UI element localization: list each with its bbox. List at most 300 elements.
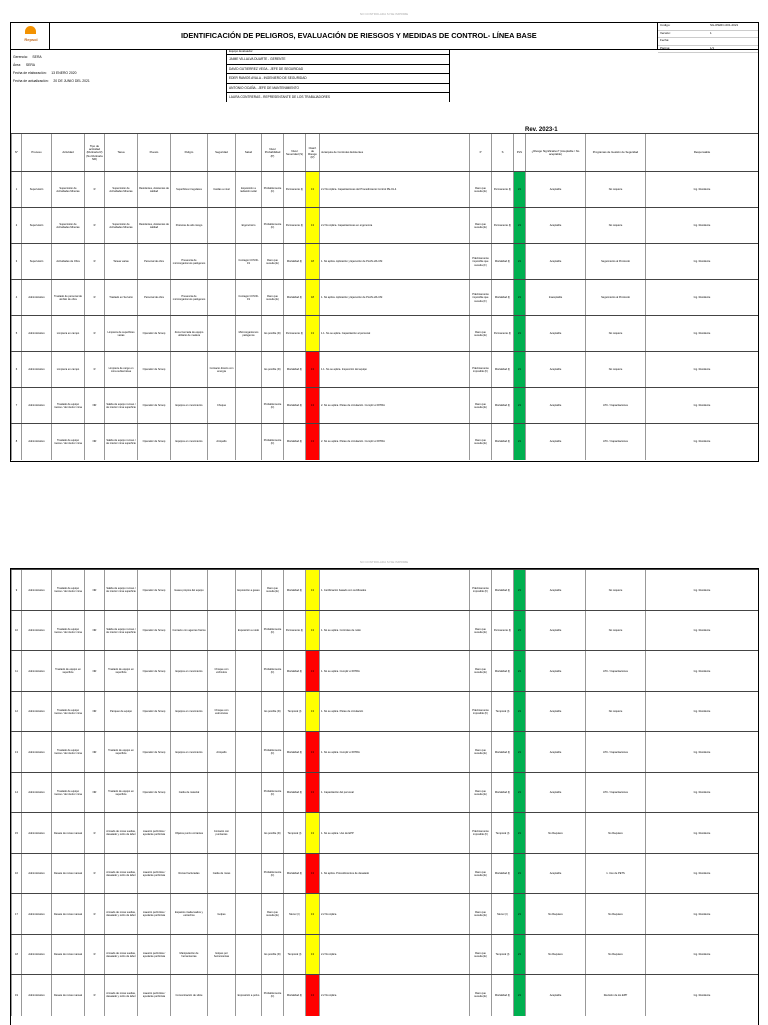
cell-rp: Prácticamente imposible que suceda (F) (469, 280, 491, 316)
cell-resp: Ing. Residente (645, 172, 758, 208)
cell-n: 14 (11, 773, 21, 814)
cell-tipo: NR (84, 732, 104, 773)
cell-prog: No requiere (585, 208, 645, 244)
cell-rs: Mortalidad (I) (491, 732, 513, 773)
cell-peligro: Equipos en movimiento (170, 732, 207, 773)
cell-tipo: R (84, 894, 104, 935)
cell-prog: No requiere (585, 570, 645, 611)
cell-s: Mortalidad (I) (283, 854, 305, 895)
cell-rp: Prácticamente imposible (F) (469, 352, 491, 388)
cell-resp: Ing. Residente (645, 894, 758, 935)
cell-riesgo-seg (207, 244, 235, 280)
table-header-row (11, 133, 758, 172)
document-page-2 (10, 568, 759, 1025)
cell-sig: Aceptable (525, 611, 585, 652)
cell-riesgo-sal (235, 854, 261, 895)
cell-rp: Raro que suceda (E) (469, 773, 491, 814)
cell-r: 13 (305, 388, 319, 424)
cell-sig: Aceptable (525, 208, 585, 244)
cell-tarea: Supervisión de Actividades Mineras (104, 208, 137, 244)
team-member: LAURA CONTRERAS - REPRESENTANTE DE LOS TRABAJADORES (227, 92, 449, 102)
cell-r: 13 (305, 208, 319, 244)
cell-rr: 21 (513, 935, 525, 976)
cell-resp: Ing. Residente (645, 316, 758, 352)
cell-rp: Raro que suceda (E) (469, 208, 491, 244)
cell-s: Temporal (I) (283, 813, 305, 854)
cell-puesto: maestro perforista / ayudante perforista (137, 813, 170, 854)
cell-proceso: Administrativo (21, 975, 51, 1016)
cell-puesto: Personal de obra (137, 280, 170, 316)
cell-rs: Temporal (I) (491, 692, 513, 733)
cell-riesgo-seg (207, 570, 235, 611)
cell-resp: Ing. Residente (645, 651, 758, 692)
cell-rr: 21 (513, 894, 525, 935)
cell-prog: No Requiere (585, 935, 645, 976)
cell-proceso: Supervisión (21, 244, 51, 280)
cell-tarea: Salida de equipo rocoso / de interior mina superficie (104, 424, 137, 460)
cell-p: Raro que suceda (E) (261, 244, 283, 280)
cell-s: Mortalidad (I) (283, 975, 305, 1016)
cell-rr: 21 (513, 611, 525, 652)
cell-p: Es posible (D) (261, 692, 283, 733)
cell-rs: Menor (I) (491, 894, 513, 935)
header-s: Nivel Severidad (S) (283, 134, 305, 172)
header-riesgo-sal: Salud (235, 134, 261, 172)
header-p: Nivel Probabilidad (P) (261, 134, 283, 172)
cell-r: 13 (305, 352, 319, 388)
cell-p: Raro que suceda (E) (261, 894, 283, 935)
cell-puesto: Operador de Scoop (137, 611, 170, 652)
cell-tipo: NR (84, 424, 104, 460)
table-row (11, 351, 758, 388)
cell-control: 1. No se aplica. Cumplir el RITRA (319, 732, 469, 773)
cell-tarea: Limpieza de cargo en mina subterránea (104, 352, 137, 388)
document-code-block: Código: SG-IPERC-001-2021 Versión: 1 Fecha: Página: 1/1 (657, 23, 758, 49)
cell-riesgo-sal (235, 813, 261, 854)
cell-rs: Mortalidad (I) (491, 570, 513, 611)
cell-proceso: Administrativo (21, 424, 51, 460)
cell-rp: Raro que suceda (E) (469, 975, 491, 1016)
cell-rp: Raro que suceda (E) (469, 316, 491, 352)
cell-s: Menor (I) (283, 894, 305, 935)
header-rp: P (469, 134, 491, 172)
cell-s: Temporal (I) (283, 692, 305, 733)
cell-control: 1.1. No se aplica. Inspección del equipo (319, 352, 469, 388)
cell-proceso: Administrativo (21, 388, 51, 424)
table-row (11, 610, 758, 652)
cell-riesgo-seg (207, 975, 235, 1016)
cell-rs: Permanente (I) (491, 208, 513, 244)
cell-rr: 21 (513, 975, 525, 1016)
cell-tipo: R (84, 935, 104, 976)
document-title: IDENTIFICACIÓN DE PELIGROS, EVALUACIÓN DE RIESGOS Y MEDIDAS DE CONTROL- LÍNEA BASE (181, 31, 537, 40)
cell-resp: Ing. Residente (645, 975, 758, 1016)
cell-tipo: R (84, 813, 104, 854)
cell-resp: Ing. Residente (645, 244, 758, 280)
cell-control: 1. No aplica. Aplicación y Ejecución de PLAN-HS-CM (319, 280, 469, 316)
cell-r: 13 (305, 692, 319, 733)
cell-prog: ATC / Capacitaciones (585, 424, 645, 460)
header-r: Clasif. de Riesgo (R) (305, 134, 319, 172)
cell-resp: Ing. Residente (645, 854, 758, 895)
cell-n: 10 (11, 611, 21, 652)
cell-s: Mortalidad (I) (283, 352, 305, 388)
cell-tipo: R (84, 316, 104, 352)
cell-prog: ATC / Capacitaciones (585, 773, 645, 814)
cell-n: 9 (11, 570, 21, 611)
cell-sig: No Requiere (525, 813, 585, 854)
cell-peligro: Equipos en movimiento (170, 651, 207, 692)
document-header (11, 23, 758, 50)
cell-proceso: Administrativo (21, 316, 51, 352)
cell-tarea: Traslado de equipo en superficie (104, 773, 137, 814)
cell-peligro: Concentración de sílice (170, 975, 207, 1016)
cell-sig: Aceptable (525, 244, 585, 280)
cell-riesgo-sal: Exposición a radiación solar (235, 172, 261, 208)
cell-p: Probablemente (C) (261, 611, 283, 652)
cell-riesgo-seg: Golpes (207, 894, 235, 935)
cell-puesto: Operador de Scoop (137, 352, 170, 388)
cell-n: 13 (11, 732, 21, 773)
cell-peligro: Presencia de microorganismos patógenos (170, 280, 207, 316)
cell-sig: Inaceptable (525, 280, 585, 316)
cell-rr: 21 (513, 813, 525, 854)
cell-s: Mortalidad (I) (283, 388, 305, 424)
cell-riesgo-sal (235, 773, 261, 814)
cell-puesto: Operador de Scoop (137, 692, 170, 733)
cell-riesgo-seg (207, 208, 235, 244)
cell-rp: Raro que suceda (E) (469, 611, 491, 652)
cell-rp: Raro que suceda (E) (469, 651, 491, 692)
cell-sig: Aceptable (525, 172, 585, 208)
cell-riesgo-seg: Contacto con punzantes (207, 813, 235, 854)
cell-tipo: R (84, 208, 104, 244)
cell-puesto: maestro perforista / ayudante perforista (137, 975, 170, 1016)
cell-rp: Raro que suceda (E) (469, 388, 491, 424)
cell-sig: Aceptable (525, 352, 585, 388)
table-row (11, 207, 758, 244)
cell-p: Es posible (D) (261, 813, 283, 854)
cell-prog: ATC / Capacitaciones (585, 651, 645, 692)
cell-resp: Ing. Residente (645, 935, 758, 976)
cell-rs: Mortalidad (I) (491, 854, 513, 895)
cell-tipo: NR (84, 570, 104, 611)
cell-rp: Prácticamente imposible (F) (469, 813, 491, 854)
cell-sig: Aceptable (525, 773, 585, 814)
table-row (11, 772, 758, 814)
cell-riesgo-seg: Contacto directo con energía (207, 352, 235, 388)
cell-tarea: Parqueo de equipo (104, 692, 137, 733)
cell-puesto: Residentes, Asistentes de calidad (137, 208, 170, 244)
cell-r: 13 (305, 813, 319, 854)
table-row (11, 569, 758, 611)
cell-p: Es posible (D) (261, 352, 283, 388)
cell-n: 16 (11, 854, 21, 895)
cell-puesto: Operador de Scoop (137, 388, 170, 424)
cell-r: 13 (305, 611, 319, 652)
cell-proceso: Administrativo (21, 651, 51, 692)
cell-proceso: Administrativo (21, 280, 51, 316)
cell-r: 13 (305, 172, 319, 208)
cell-rp: Prácticamente imposible que suceda (F) (469, 244, 491, 280)
cell-rs: Permanente (I) (491, 316, 513, 352)
cell-n: 6 (11, 352, 21, 388)
header-sig: ¿Riesgo Significativo? (Aceptable / No aceptable) (525, 134, 585, 172)
header-rs: S (491, 134, 513, 172)
cell-actividad: Desate de rocas manual (51, 813, 84, 854)
cell-control: 2.2 No Aplica (319, 975, 469, 1016)
cell-resp: Ing. Residente (645, 570, 758, 611)
cell-prog: Seguimiento al Protocolo (585, 244, 645, 280)
cell-rr: 21 (513, 732, 525, 773)
cell-riesgo-seg (207, 316, 235, 352)
cell-actividad: Traslado de equipo rocoso / de interior mina (51, 692, 84, 733)
cell-actividad: Supervisión de Actividades Mineras (51, 172, 84, 208)
cell-actividad: Traslado de equipo rocoso / de interior mina (51, 732, 84, 773)
cell-rs: Mortalidad (I) (491, 975, 513, 1016)
cell-n: 11 (11, 651, 21, 692)
logo-sun-icon (25, 26, 36, 34)
cell-control: 1. Certificación basado con certificados (319, 570, 469, 611)
cell-r: 18 (305, 280, 319, 316)
cell-tarea: Salida de equipo rocoso / de interior mina superficie (104, 388, 137, 424)
cell-actividad: Desate de rocas manual (51, 854, 84, 895)
cell-resp: Ing. Residente (645, 611, 758, 652)
cell-tipo: NR (84, 388, 104, 424)
header-prog: Programas de Gestión de Seguridad (585, 134, 645, 172)
evaluation-team (226, 49, 450, 102)
cell-rr: 21 (513, 280, 525, 316)
cell-rr: 21 (513, 172, 525, 208)
header-actividad: Actividad (51, 134, 84, 172)
cell-rr: 21 (513, 388, 525, 424)
logo-text: Repsol (24, 37, 38, 42)
cell-proceso: Administrativo (21, 352, 51, 388)
cell-rp: Raro que suceda (E) (469, 894, 491, 935)
cell-peligro: Contacto con agentes físicos (170, 611, 207, 652)
header-puesto: Puesto (137, 134, 170, 172)
cell-proceso: Administrativo (21, 570, 51, 611)
cell-proceso: Administrativo (21, 854, 51, 895)
header-proceso: Proceso (21, 134, 51, 172)
cell-s: Mortalidad (I) (283, 773, 305, 814)
cell-prog: No Requiere (585, 894, 645, 935)
cell-rs: Permanente (I) (491, 611, 513, 652)
cell-rs: Mortalidad (I) (491, 280, 513, 316)
cell-sig: Aceptable (525, 570, 585, 611)
table-row (11, 812, 758, 854)
table-row (11, 893, 758, 935)
cell-riesgo-seg: Choque con estructuras (207, 692, 235, 733)
cell-r: 13 (305, 424, 319, 460)
cell-prog: No Requiere (585, 813, 645, 854)
cell-r: 13 (305, 316, 319, 352)
cell-s: Permanente (I) (283, 611, 305, 652)
cell-control: 2. No se aplica. Pistas de circulación. Cumplir el RITRA (319, 388, 469, 424)
team-member: DAVID GUTIERREZ VEGA - JEFE DE SEGURIDAD (227, 64, 449, 74)
team-member: JAIME VILLALVA DUARTE - GERENTE (227, 54, 449, 64)
cell-actividad: Actividades de Obra (51, 244, 84, 280)
cell-n: 17 (11, 894, 21, 935)
cell-peligro: Equipos en movimiento (170, 388, 207, 424)
cell-riesgo-sal: Contagio COVID-19 (235, 280, 261, 316)
cell-riesgo-sal (235, 732, 261, 773)
cell-rr: 21 (513, 316, 525, 352)
cell-tipo: R (84, 172, 104, 208)
cell-tarea: Tareas varias (104, 244, 137, 280)
cell-rs: Mortalidad (I) (491, 388, 513, 424)
cell-puesto: Residentes, Asistentes de calidad (137, 172, 170, 208)
cell-p: Probablemente (C) (261, 773, 283, 814)
cell-rr: 21 (513, 773, 525, 814)
cell-peligro: Gases propios del equipo (170, 570, 207, 611)
cell-rs: Temporal (I) (491, 813, 513, 854)
cell-proceso: Administrativo (21, 611, 51, 652)
cell-rr: 21 (513, 352, 525, 388)
cell-tarea: Supervisión de Actividades Mineras (104, 172, 137, 208)
cell-rs: Mortalidad (I) (491, 352, 513, 388)
cell-tarea: Traslado en Servicio (104, 280, 137, 316)
cell-tarea: Limpieza de superficies varias (104, 316, 137, 352)
cell-s: Mortalidad (I) (283, 732, 305, 773)
cell-control: 2.2 No Aplica (319, 935, 469, 976)
page-mini-header-2: NO CONTROLADA SI SE IMPRIME (359, 560, 409, 564)
cell-rr: 21 (513, 244, 525, 280)
cell-proceso: Administrativo (21, 813, 51, 854)
cell-resp: Ing. Residente (645, 388, 758, 424)
cell-r: 13 (305, 935, 319, 976)
cell-prog: ATC / Capacitaciones (585, 388, 645, 424)
cell-peligro: Equipos en movimiento (170, 424, 207, 460)
cell-riesgo-sal (235, 894, 261, 935)
cell-riesgo-sal: Exposición a gases (235, 570, 261, 611)
cell-actividad: Desate de rocas manual (51, 935, 84, 976)
table-row (11, 974, 758, 1016)
cell-sig: No Requiere (525, 894, 585, 935)
cell-p: Raro que suceda (E) (261, 280, 283, 316)
cell-rp: Raro que suceda (E) (469, 732, 491, 773)
cell-rr: 21 (513, 692, 525, 733)
cell-proceso: Administrativo (21, 773, 51, 814)
cell-s: Permanente (I) (283, 172, 305, 208)
cell-prog: No requiere (585, 692, 645, 733)
cell-s: Temporal (I) (283, 935, 305, 976)
header-peligro: Peligro (170, 134, 207, 172)
cell-actividad: Traslado de equipo en superficie (51, 651, 84, 692)
cell-sig: Aceptable (525, 732, 585, 773)
cell-tarea: Armado de rocas sueltas, desatado y retiro de labor (104, 935, 137, 976)
cell-sig: Aceptable (525, 388, 585, 424)
cell-prog: Seguimiento al Protocolo (585, 280, 645, 316)
cell-riesgo-sal (235, 352, 261, 388)
cell-p: Probablemente (C) (261, 975, 283, 1016)
cell-control: 2.2 No Aplica. Capacitaciones en ergonomía (319, 208, 469, 244)
cell-puesto: maestro perforista / ayudante perforista (137, 935, 170, 976)
cell-peligro (170, 352, 207, 388)
cell-actividad: Traslado de equipo rocoso / de interior mina (51, 611, 84, 652)
cell-n: 18 (11, 935, 21, 976)
table-row (11, 423, 758, 460)
cell-peligro: Superficies irregulares (170, 172, 207, 208)
cell-rr: 21 (513, 651, 525, 692)
cell-peligro: Posturas de alto riesgo (170, 208, 207, 244)
cell-control: 1.1. No se aplica. Capacitación al personal (319, 316, 469, 352)
cell-prog: No requiere (585, 172, 645, 208)
cell-n: 7 (11, 388, 21, 424)
cell-r: 13 (305, 975, 319, 1016)
cell-riesgo-sal (235, 692, 261, 733)
cell-resp: Ing. Residente (645, 813, 758, 854)
team-header: Equipo Evaluador (229, 49, 253, 53)
cell-peligro: Caída de material (170, 773, 207, 814)
cell-rr: 21 (513, 854, 525, 895)
cell-riesgo-sal: Microorganismos patógenos (235, 316, 261, 352)
cell-control: 2. No se aplica. Pistas de circulación. Cumplir el RITRA (319, 424, 469, 460)
cell-resp: Ing. Residente (645, 208, 758, 244)
cell-p: Es posible (D) (261, 316, 283, 352)
cell-n: 5 (11, 316, 21, 352)
cell-n: 2 (11, 208, 21, 244)
cell-tarea: Traslado de equipo en superficie (104, 732, 137, 773)
cell-rr: 21 (513, 208, 525, 244)
cell-riesgo-seg: Atropello (207, 732, 235, 773)
cell-p: Probablemente (C) (261, 172, 283, 208)
cell-r: 13 (305, 773, 319, 814)
cell-control: 1. No se aplica. Cumplir el RITRA (319, 651, 469, 692)
table-row (11, 934, 758, 976)
cell-riesgo-seg: Choque con vehículos (207, 651, 235, 692)
cell-tarea: Salida de equipo rocoso / de interior mina superficie (104, 611, 137, 652)
cell-rp: Raro que suceda (E) (469, 854, 491, 895)
cell-riesgo-seg (207, 611, 235, 652)
cell-resp: Ing. Residente (645, 352, 758, 388)
header-riesgo-seg: Seguridad (207, 134, 235, 172)
cell-sig: Aceptable (525, 975, 585, 1016)
header-n: N° (11, 134, 21, 172)
cell-rs: Mortalidad (I) (491, 424, 513, 460)
cell-r: 13 (305, 570, 319, 611)
table-row (11, 731, 758, 773)
page-mini-header: NO CONTROLADA SI SE IMPRIME (359, 12, 409, 16)
cell-riesgo-seg: Caída de rocas (207, 854, 235, 895)
cell-p: Probablemente (C) (261, 388, 283, 424)
table-row (11, 853, 758, 895)
cell-riesgo-sal: Exposición a polvo (235, 975, 261, 1016)
iperc-table-page-1 (11, 133, 758, 461)
cell-riesgo-seg: Atropello (207, 424, 235, 460)
table-row (11, 650, 758, 692)
cell-n: 19 (11, 975, 21, 1016)
cell-tipo: NR (84, 773, 104, 814)
cell-n: 15 (11, 813, 21, 854)
cell-s: Mortalidad (I) (283, 651, 305, 692)
cell-proceso: Administrativo (21, 935, 51, 976)
cell-p: Probablemente (C) (261, 854, 283, 895)
cell-tipo: R (84, 352, 104, 388)
cell-rp: Prácticamente imposible (F) (469, 570, 491, 611)
cell-proceso: Supervisión (21, 208, 51, 244)
header-resp: Responsable (645, 134, 758, 172)
cell-resp: Ing. Residente (645, 732, 758, 773)
cell-tipo: R (84, 854, 104, 895)
cell-peligro: Manipulación de herramientas (170, 935, 207, 976)
cell-riesgo-sal: Exposición a ruido (235, 611, 261, 652)
cell-tarea: Armado de rocas sueltas, desatado y retiro de labor (104, 813, 137, 854)
cell-actividad: Desate de rocas manual (51, 894, 84, 935)
cell-rp: Raro que suceda (E) (469, 935, 491, 976)
cell-s: Permanente (I) (283, 208, 305, 244)
cell-tipo: R (84, 280, 104, 316)
